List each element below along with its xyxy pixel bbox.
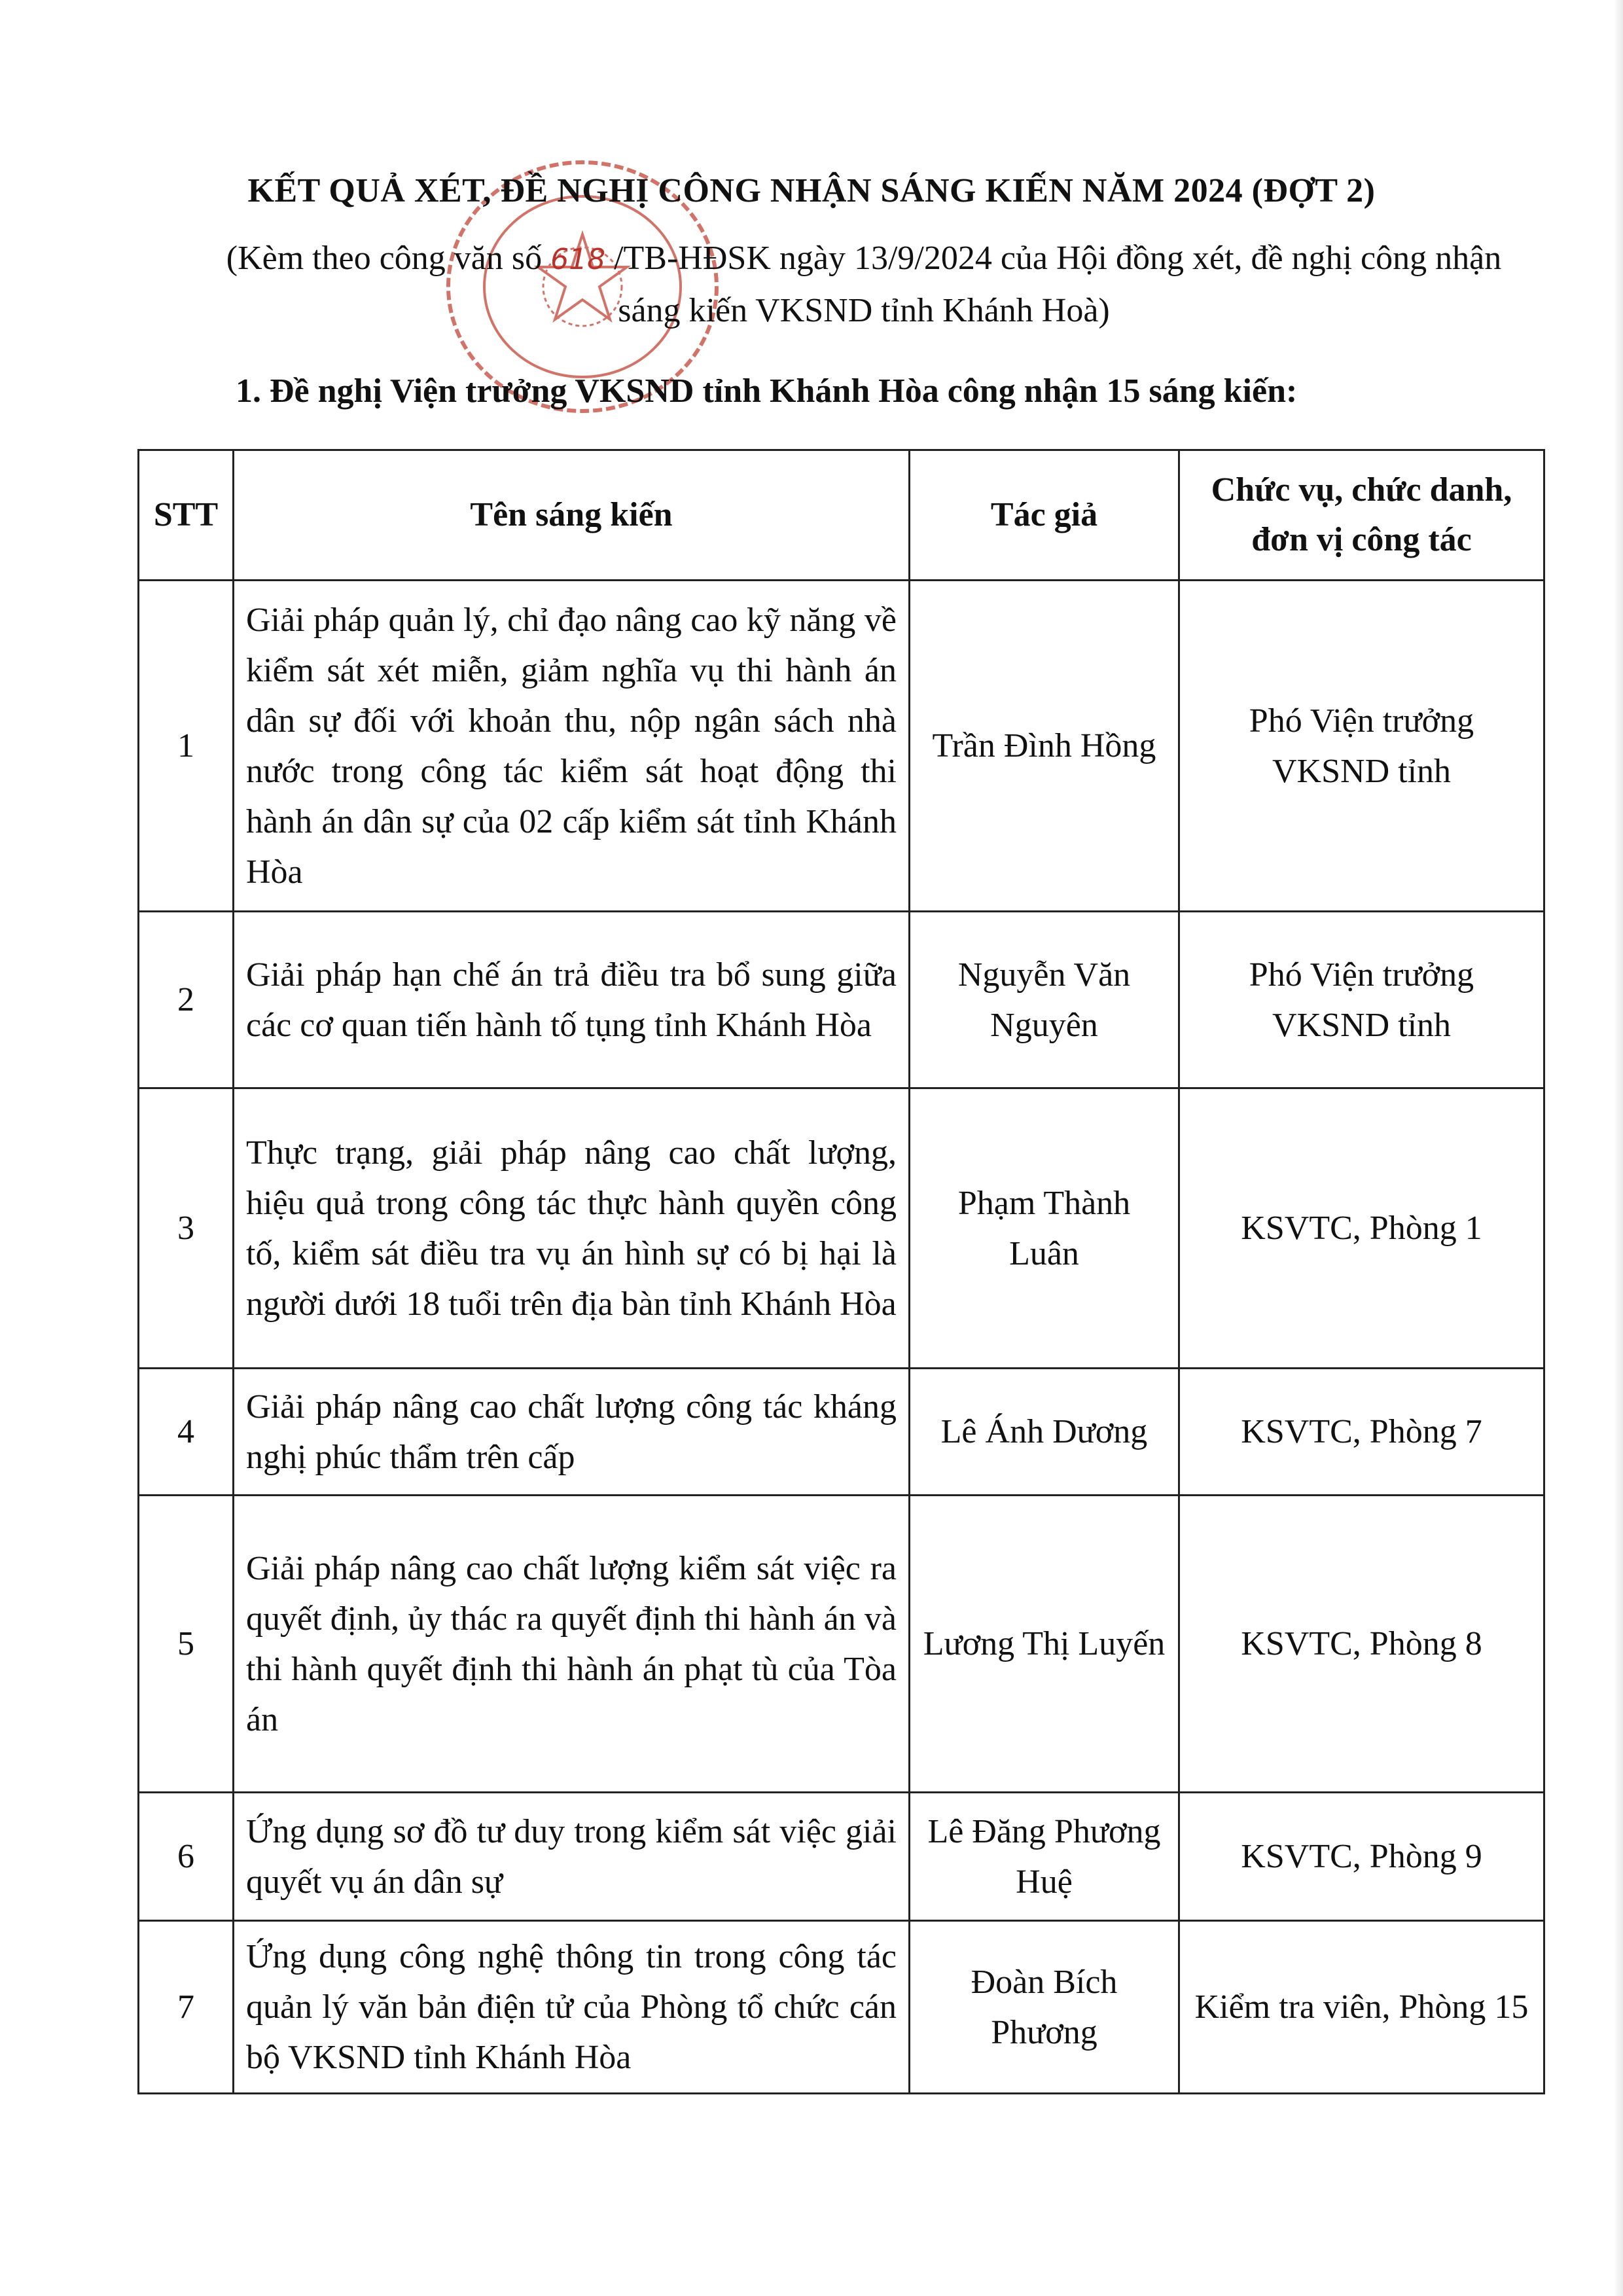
cell-role: KSVTC, Phòng 1 (1179, 1088, 1544, 1369)
table-row (139, 1921, 1544, 2094)
cell-author: Lương Thị Luyến (910, 1496, 1179, 1793)
document-subtitle (223, 233, 1505, 336)
cell-name: Giải pháp hạn chế án trả điều tra bổ sung giữa các cơ quan tiến hành tố tụng tỉnh Khánh Hòa (234, 912, 910, 1088)
cell-author: Lê Ánh Dương (910, 1369, 1179, 1496)
cell-name: Thực trạng, giải pháp nâng cao chất lượng, hiệu quả trong công tác thực hành quyền công tố, kiểm sát điều tra vụ án hình sự có bị hại là người dưới 18 tuổi trên địa bàn tỉnh Khánh Hòa (234, 1088, 910, 1369)
table-row (139, 581, 1544, 912)
table-row (139, 1793, 1544, 1921)
cell-role: Kiểm tra viên, Phòng 15 (1179, 1921, 1544, 2094)
table-header-row (139, 450, 1544, 581)
header-author: Tác giả (910, 450, 1179, 581)
cell-name: Giải pháp quản lý, chỉ đạo nâng cao kỹ năng về kiểm sát xét miễn, giảm nghĩa vụ thi hành án dân sự đối với khoản thu, nộp ngân sách nhà nước trong công tác kiểm sát hoạt động thi hành án dân sự của 02 cấp kiểm sát tỉnh Khánh Hòa (234, 581, 910, 912)
subtitle-before: (Kèm theo công văn số (226, 240, 551, 277)
cell-role: Phó Viện trưởng VKSND tỉnh (1179, 912, 1544, 1088)
cell-stt: 5 (139, 1496, 234, 1793)
table-row (139, 1088, 1544, 1369)
initiatives-table (137, 449, 1545, 2094)
table-row (139, 1369, 1544, 1496)
cell-author: Đoàn Bích Phương (910, 1921, 1179, 2094)
cell-author: Trần Đình Hồng (910, 581, 1179, 912)
cell-stt: 3 (139, 1088, 234, 1369)
cell-author: Nguyễn Văn Nguyên (910, 912, 1179, 1088)
cell-name: Giải pháp nâng cao chất lượng kiểm sát việc ra quyết định, ủy thác ra quyết định thi hành án và thi hành quyết định thi hành án phạt tù của Tòa án (234, 1496, 910, 1793)
cell-name: Ứng dụng sơ đồ tư duy trong kiểm sát việc giải quyết vụ án dân sự (234, 1793, 910, 1921)
cell-role: KSVTC, Phòng 8 (1179, 1496, 1544, 1793)
header-name: Tên sáng kiến (234, 450, 910, 581)
cell-role: KSVTC, Phòng 9 (1179, 1793, 1544, 1921)
cell-name: Giải pháp nâng cao chất lượng công tác kháng nghị phúc thẩm trên cấp (234, 1369, 910, 1496)
cell-role: KSVTC, Phòng 7 (1179, 1369, 1544, 1496)
page-edge (1614, 0, 1623, 2296)
cell-stt: 7 (139, 1921, 234, 2094)
cell-author: Phạm Thành Luân (910, 1088, 1179, 1369)
header-role: Chức vụ, chức danh, đơn vị công tác (1179, 450, 1544, 581)
cell-name: Ứng dụng công nghệ thông tin trong công tác quản lý văn bản điện tử của Phòng tổ chức cán bộ VKSND tỉnh Khánh Hòa (234, 1921, 910, 2094)
handwritten-doc-number: 618 (550, 243, 606, 276)
cell-stt: 1 (139, 581, 234, 912)
table-row (139, 1496, 1544, 1793)
cell-author: Lê Đăng Phương Huệ (910, 1793, 1179, 1921)
cell-role: Phó Viện trưởng VKSND tỉnh (1179, 581, 1544, 912)
header-stt: STT (139, 450, 234, 581)
document-title: KẾT QUẢ XÉT, ĐỀ NGHỊ CÔNG NHẬN SÁNG KIẾN NĂM 2024 (ĐỢT 2) (247, 172, 1376, 209)
table-row (139, 912, 1544, 1088)
section-heading: 1. Đề nghị Viện trưởng VKSND tỉnh Khánh Hòa công nhận 15 sáng kiến: (236, 372, 1298, 410)
cell-stt: 6 (139, 1793, 234, 1921)
cell-stt: 2 (139, 912, 234, 1088)
cell-stt: 4 (139, 1369, 234, 1496)
subtitle-after: /TB-HĐSK ngày 13/9/2024 của Hội đồng xét, đề nghị công nhận sáng kiến VKSND tỉnh Khánh Hoà) (605, 240, 1502, 329)
